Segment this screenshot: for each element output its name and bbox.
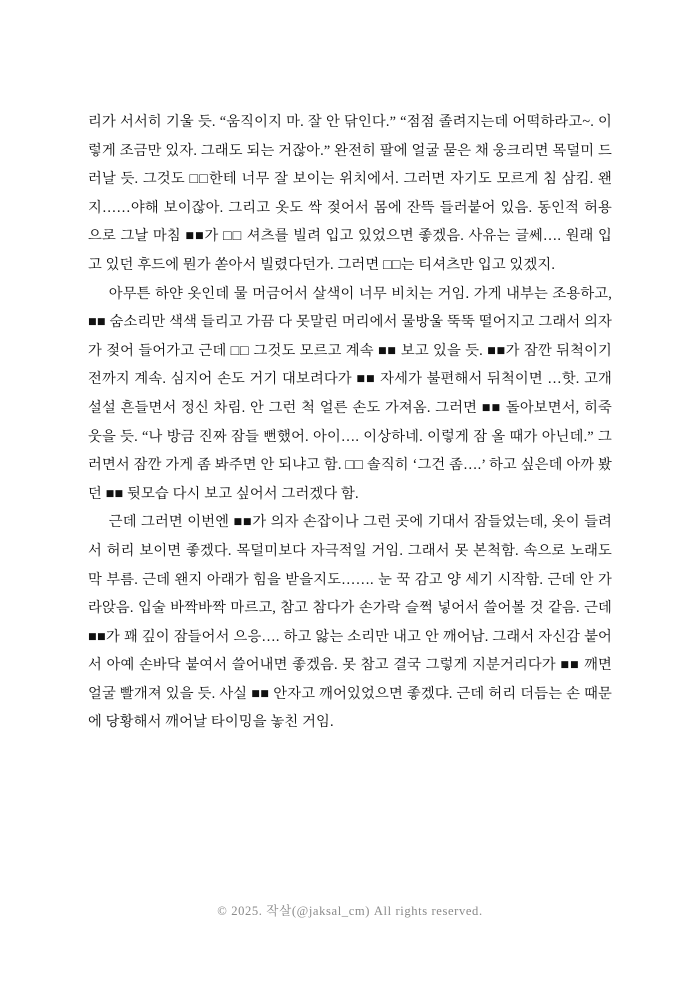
paragraph-3: 근데 그러면 이번엔 ■■가 의자 손잡이나 그런 곳에 기대서 잠들었는데, 옷이 들려서 허리 보이면 좋겠다. 목덜미보다 자극적일 거임. 그래서 못 본척함. 속으로 노래도 막 부름. 근데 왠지 아래가 힘을 받을지도……. 눈 꾹 감고 양 세기 시작함. 근데 안 가라앉음. 입술 바짝바짝 마르고, 참고 참다가 손가락 슬쩍 넣어서 쓸어볼 것 같음. 근데 ■■가 꽤 깊이 잠들어서 으응…. 하고 앓는 소리만 내고 안 깨어남. 그래서 자신감 붙어서 아예 손바닥 붙여서 쓸어내면 좋겠음. 못 참고 결국 그렇게 지분거리다가 ■■ 깨면 얼굴 빨개져 있을 듯. 사실 ■■ 안자고 깨어있었으면 좋겠댜. 근데 허리 더듬는 손 때문에 당황해서 깨어날 타이밍을 놓친 거임. [88, 514, 612, 731]
copyright-footer: © 2025. 작살(@jaksal_cm) All rights reserved. [217, 904, 483, 918]
paragraph-1: 리가 서서히 기울 듯. “움직이지 마. 잘 안 닦인다.” “점점 졸려지는데 어떡하라고~. 이렇게 조금만 있자. 그래도 되는 거잖아.” 완전히 팔에 얼굴 묻은 채 웅크리면 목덜미 드러날 듯. 그것도 □□한테 너무 잘 보이는 위치에서. 그러면 자기도 모르게 침 삼킴. 왠지……야해 보이잖아. 그리고 옷도 싹 젖어서 몸에 잔뜩 들러붙어 있음. 동인적 허용으로 그날 마침 ■■가 □□ 셔츠를 빌려 입고 있었으면 좋겠음. 사유는 글쎄…. 원래 입고 있던 후드에 뭔가 쏟아서 빌렸다던가. 그러면 □□는 티셔츠만 입고 있겠지. [88, 114, 612, 273]
document-body [88, 108, 612, 737]
paragraph-2: 아무튼 하얀 옷인데 물 머금어서 살색이 너무 비치는 거임. 가게 내부는 조용하고, ■■ 숨소리만 색색 들리고 가끔 다 못말린 머리에서 물방울 뚝뚝 떨어지고 그래서 의자가 젖어 들어가고 근데 □□ 그것도 모르고 계속 ■■ 보고 있을 듯. ■■가 잠깐 뒤척이기 전까지 계속. 심지어 손도 거기 대보려다가 ■■ 자세가 불편해서 뒤척이면 …핫. 고개 설설 흔들면서 정신 차림. 안 그런 척 얼른 손도 가져옴. 그러면 ■■ 돌아보면서, 히죽 웃을 듯. “나 방금 진짜 잠들 뻔했어. 아이…. 이상하네. 이렇게 잠 올 때가 아닌데.” 그러면서 잠깐 가게 좀 봐주면 안 되냐고 함. □□ 솔직히 ‘그건 좀….’ 하고 싶은데 아까 봤던 ■■ 뒷모습 다시 보고 싶어서 그러겠다 함. [88, 285, 612, 502]
